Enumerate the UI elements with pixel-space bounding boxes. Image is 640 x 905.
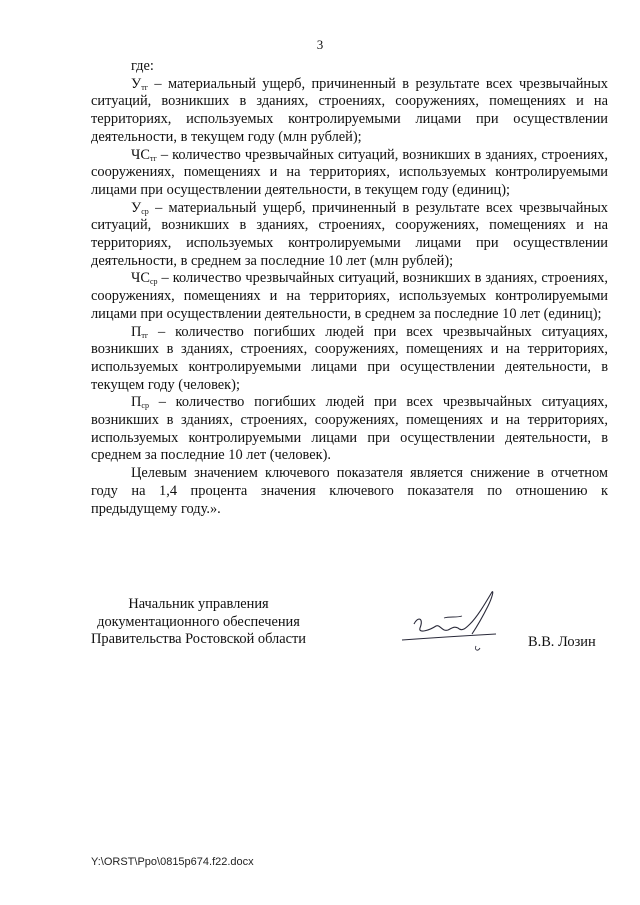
- page-number: 3: [316, 37, 324, 52]
- signatory-title: [91, 596, 306, 649]
- symbol: У: [131, 75, 142, 92]
- symbol: П: [131, 323, 142, 340]
- definition-p-tg: [91, 324, 608, 395]
- definition-text: – материальный ущерб, причиненный в результате всех чрезвычайных ситуаций, возникших в зданиях, строениях, сооружениях, помещениях и на территориях, используемых контролируемыми лицами при осуществлении деятельности, в текущем году (млн рублей);: [91, 75, 608, 145]
- signer-name: В.В. Лозин: [528, 634, 596, 650]
- symbol: ЧС: [131, 146, 150, 163]
- symbol-subscript: тг: [141, 330, 149, 340]
- definition-text: – количество погибших людей при всех чрезвычайных ситуациях, возникших в зданиях, строениях, сооружениях, помещениях и на территориях, используемых контролируемыми лицами при осуществлении деятельности, в текущем году (человек);: [91, 323, 608, 393]
- symbol-subscript: тг: [149, 153, 157, 163]
- file-path: Y:\ORST\Ppo\0815p674.f22.docx: [91, 856, 254, 868]
- definition-u-sr: [91, 200, 608, 271]
- definition-u-tg: [91, 76, 608, 147]
- symbol-subscript: тг: [141, 82, 148, 92]
- symbol-subscript: ср: [141, 206, 149, 216]
- symbol: П: [131, 394, 142, 411]
- symbol: ЧС: [131, 270, 150, 287]
- symbol-subscript: ср: [149, 277, 158, 287]
- title-line: Начальник управления: [128, 596, 269, 612]
- symbol: У: [131, 199, 142, 216]
- definition-text: – количество чрезвычайных ситуаций, возникших в зданиях, строениях, сооружениях, помещениях и на территориях, используемых контролируемыми лицами при осуществлении деятельности, в среднем за последние 10 лет (единиц);: [91, 270, 608, 322]
- document-body: [91, 58, 608, 518]
- intro-text: где:: [131, 58, 154, 74]
- definition-text: – материальный ущерб, причиненный в результате всех чрезвычайных ситуаций, возникших в зданиях, строениях, сооружениях, помещениях и на территориях, используемых контролируемыми лицами при осуществлении деятельности, в среднем за последние 10 лет (млн рублей);: [91, 199, 608, 269]
- definition-p-sr: [91, 394, 608, 465]
- definition-text: – количество чрезвычайных ситуаций, возникших в зданиях, строениях, сооружениях, помещениях и на территориях, используемых контролируемыми лицами при осуществлении деятельности, в текущем году (единиц);: [91, 146, 608, 198]
- definition-chs-sr: [91, 270, 608, 323]
- handwritten-signature: [400, 588, 510, 658]
- conclusion-text: Целевым значением ключевого показателя является снижение в отчетном году на 1,4 процента значения ключевого показателя по отношению к предыдущему году.».: [91, 465, 608, 517]
- symbol-subscript: ср: [141, 401, 149, 411]
- definition-text: – количество погибших людей при всех чрезвычайных ситуациях, возникших в зданиях, строениях, сооружениях, помещениях и на территориях, используемых контролируемыми лицами при осуществлении деятельности, в среднем за последние 10 лет (человек).: [91, 394, 608, 464]
- title-line: Правительства Ростовской области: [91, 631, 306, 648]
- title-line: документационного обеспечения: [97, 613, 300, 630]
- definition-chs-tg: [91, 147, 608, 200]
